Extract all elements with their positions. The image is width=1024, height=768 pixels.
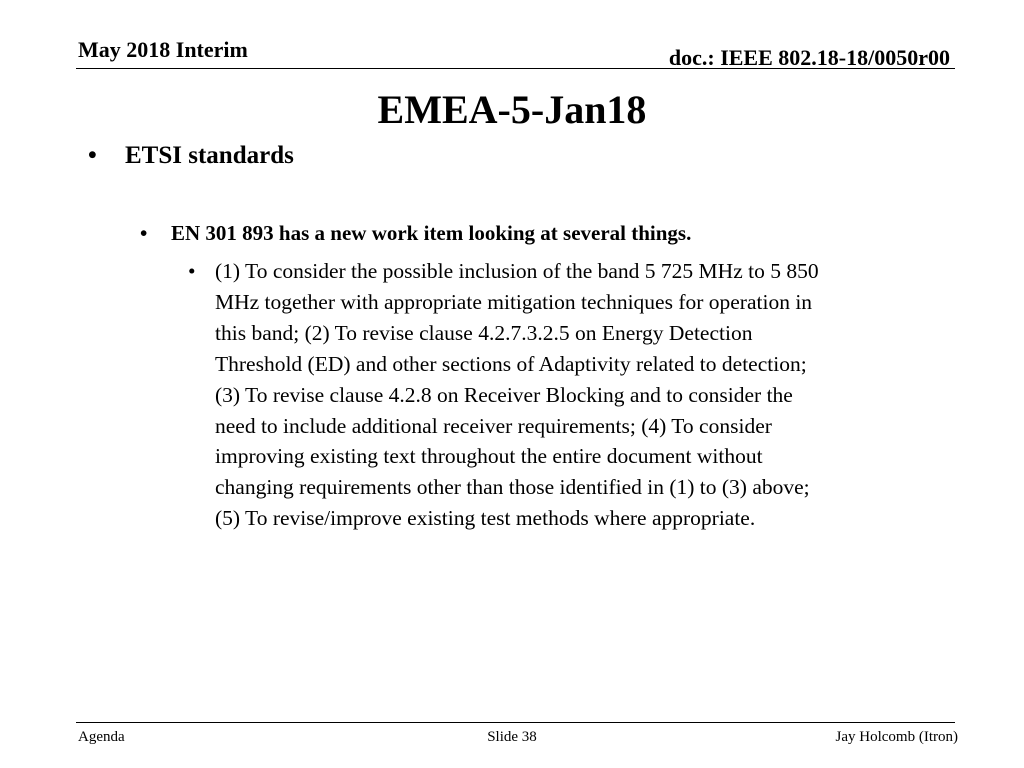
body-text-line: need to include additional receiver requirements; (4) To consider <box>215 413 772 438</box>
header-date: May 2018 Interim <box>78 37 248 62</box>
bullet-level-1-text: ETSI standards <box>125 142 294 169</box>
footer-author: Jay Holcomb (Itron) <box>835 729 958 745</box>
body-text-line: this band; (2) To revise clause 4.2.7.3.2.5 on Energy Detection <box>215 320 753 345</box>
slide-number: Slide 38 <box>487 729 537 745</box>
body-text-line: MHz together with appropriate mitigation techniques for operation in <box>215 289 813 314</box>
body-text-line: Threshold (ED) and other sections of Adaptivity related to detection; <box>215 351 807 376</box>
bullet-dot-icon: • <box>188 259 196 283</box>
footer-divider <box>76 722 955 723</box>
slide-title: EMEA-5-Jan18 <box>377 87 647 132</box>
body-text-line: (5) To revise/improve existing test methods where appropriate. <box>215 506 756 531</box>
body-text-line: improving existing text throughout the entire document without <box>215 444 763 469</box>
bullet-dot-icon: • <box>88 142 97 169</box>
body-text-line: changing requirements other than those identified in (1) to (3) above; <box>215 475 810 500</box>
bullet-level-2-text: EN 301 893 has a new work item looking at several things. <box>171 221 692 245</box>
body-text-line: (1) To consider the possible inclusion of the band 5 725 MHz to 5 850 <box>215 259 819 283</box>
header-divider <box>76 68 955 69</box>
header-doc-id: doc.: IEEE 802.18-18/0050r00 <box>668 45 950 70</box>
footer-section: Agenda <box>78 729 125 745</box>
bullet-level-3-text <box>215 256 945 534</box>
body-text-line: (3) To revise clause 4.2.8 on Receiver Blocking and to consider the <box>215 382 793 407</box>
bullet-dot-icon: • <box>140 221 148 245</box>
